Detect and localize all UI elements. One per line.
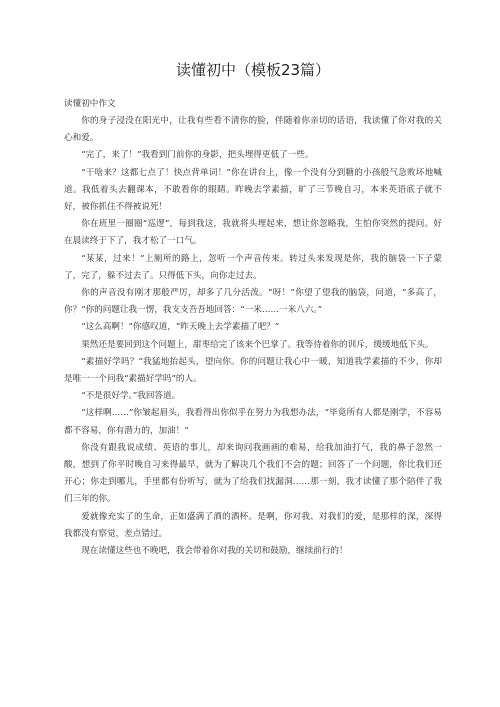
paragraph-7: “这么高啊！”你感叹道，“昨天晚上去学素描了吧？” xyxy=(81,322,280,333)
paragraph-6: 你的声音没有刚才那般严厉，却多了几分活泼。“呀！”你望了望我的脑袋，问道，“多高了，你？”你的问题让我一愣，我支支吾吾地回答：“一米……一米八六。” xyxy=(64,288,442,316)
paragraph-2: “完了，来了！”我看到门前你的身影，把头埋得更低了一些。 xyxy=(81,150,314,161)
paragraph-9: “素描好学吗？”我猛地抬起头，望向你。你的问题让我心中一暖，知道我学素描的不少，你却是唯一一个问我“素描好学吗”的人。 xyxy=(64,356,442,385)
essay-body xyxy=(64,113,442,560)
paragraph-3: “干啥来？这都七点了！快点背单词！”你在讲台上，像一个没有分到糖的小孩般气急败坏地喊道。我低着头去翻课本，不敢看你的眼睛。昨晚去学素描，旷了三节晚自习，本来英语底子就不好，被你抓住不得被说死！ xyxy=(64,167,442,213)
paragraph-11: “这样啊……”你皱起眉头，我看得出你似乎在努力为我想办法，“毕竟所有人都是刚学，不容易都不容易，你有潜力的，加油！” xyxy=(64,408,442,436)
paragraph-8: 果然还是要回到这个问题上，甜枣给完了该来个巴掌了。我等待着你的训斥，缓缓地低下头。 xyxy=(81,339,434,350)
paragraph-4: 你在班里一圈圈“巡逻”，每到我这，我就将头埋起来，想让你忽略我，生怕你突然的提问。好在晨读终于下了，我才松了一口气。 xyxy=(64,219,442,247)
paragraph-5: “某某，过来！”上厕所的路上，忽听一个声音传来。转过头来发现是你，我的脑袋一下子蒙了，完了，躲不过去了。只得低下头，向你走过去。 xyxy=(64,253,442,281)
paragraph-12: 你没有跟我说成绩、英语的事儿，却来询问我画画的难易，给我加油打气，我的鼻子忽然一酸，想到了你平时晚自习来得最早，就为了解决几个我们不会的题；回答了一个问题，你比我们还开心；你走到哪儿，手里都有份听写，就为了给我们找漏洞……那一刻，我才读懂了那个陪伴了我们三年的你。 xyxy=(64,442,442,505)
essay-subtitle: 读懂初中作文 xyxy=(64,99,116,109)
document-title: 读懂初中（模板23篇） xyxy=(175,61,331,79)
paragraph-10: “不是很好学。”我回答道。 xyxy=(81,391,181,402)
paragraph-14: 现在读懂这些也不晚吧，我会带着你对我的关切和鼓励，继续前行的！ xyxy=(81,546,348,557)
paragraph-13: 爱就像充实了的生命，正如盛满了酒的酒杯。是啊，你对我、对我们的爱，是那样的深，深得我都没有察觉，差点错过。 xyxy=(64,511,442,539)
paragraph-1: 你的身子浸没在阳光中，让我有些看不清你的脸，伴随着你亲切的话语，我读懂了你对我的关心和爱。 xyxy=(64,116,442,144)
